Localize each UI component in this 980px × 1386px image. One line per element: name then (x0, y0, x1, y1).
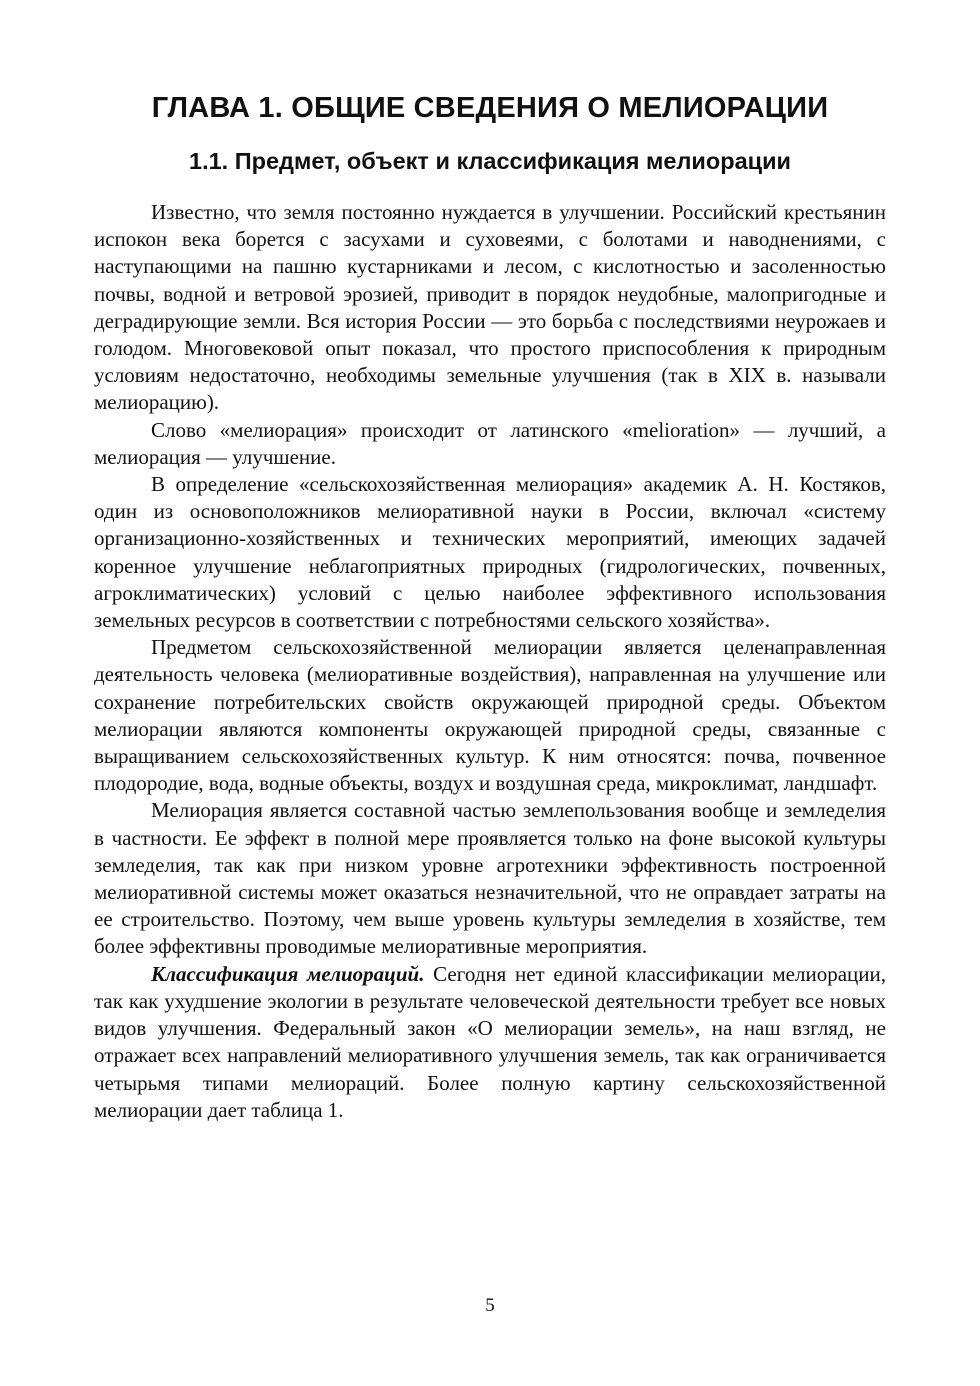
paragraph-classification (94, 961, 886, 1124)
chapter-title: ГЛАВА 1. ОБЩИЕ СВЕДЕНИЯ О МЕЛИОРАЦИИ (151, 92, 829, 124)
classification-text: Сегодня нет единой классификации мелиорации, так как ухудшение экологии в результате человеческой деятельности требует все новых видов улучшения. Федеральный закон «О мелиорации земель», на наш взгляд, не отражает всех направлений мелиоративного улучшения земель, так как ограничивается четырьмя типами мелиораций. Более полную картину сельскохозяйственной мелиорации дает таблица 1. (94, 961, 886, 1122)
page-content (94, 88, 886, 1124)
section-title: 1.1. Предмет, объект и классификация мелиорации (189, 148, 791, 174)
paragraph-intro: Известно, что земля постоянно нуждается в улучшении. Российский крестьянин испокон века борется с засухами и суховеями, с болотами и наводнениями, с наступающими на пашню кустарниками и лесом, с кислотностью и засоленностью почвы, водной и ветровой эрозией, приводит в порядок неудобные, малопригодные и деградирующие земли. Вся история России — это борьба с последствиями неурожаев и голодом. Многовековой опыт показал, что простого приспособления к природным условиям недостаточно, необходимы земельные улучшения (так в XIX в. называли мелиорацию). (94, 200, 886, 415)
paragraph-land-use: Мелиорация является составной частью землепользования вообще и земледелия в частности. Ее эффект в полной мере проявляется только на фоне высокой культуры земледелия, так как при низком уровне агротехники эффективность построенной мелиоративной системы может оказаться незначительной, что не оправдает затраты на ее строительство. Поэтому, чем выше уровень культуры земледелия в хозяйстве, тем более эффективны проводимые мелиоративные мероприятия. (94, 798, 886, 959)
paragraph-definition: В определение «сельскохозяйственная мелиорация» академик А. Н. Костяков, один из основоположников мелиоративной науки в России, включал «систему организационно-хозяйственных и технических мероприятий, имеющих задачей коренное улучшение неблагоприятных природных (гидрологических, почвенных, агроклиматических) условий с целью наиболее эффективного использования земельных ресурсов в соответствии с потребностями сельского хозяйства». (94, 472, 886, 633)
classification-lead: Классификация мелиораций. (151, 961, 425, 986)
paragraph-subject-object: Предметом сельскохозяйственной мелиорации является целенаправленная деятельность человека (мелиоративные воздействия), направленная на улучшение или сохранение потребительских свойств окружающей природной среды. Объектом мелиорации являются компоненты окружающей природной среды, связанные с выращиванием сельскохозяйственных культур. К ним относятся: почва, почвенное плодородие, вода, водные объекты, воздух и воздушная среда, микроклимат, ландшафт. (94, 635, 886, 796)
paragraph-word-origin: Слово «мелиорация» происходит от латинского «melioration» — лучший, а мелиорация — улучшение. (94, 417, 886, 469)
body-text (94, 199, 886, 1124)
page-number: 5 (485, 1295, 495, 1316)
